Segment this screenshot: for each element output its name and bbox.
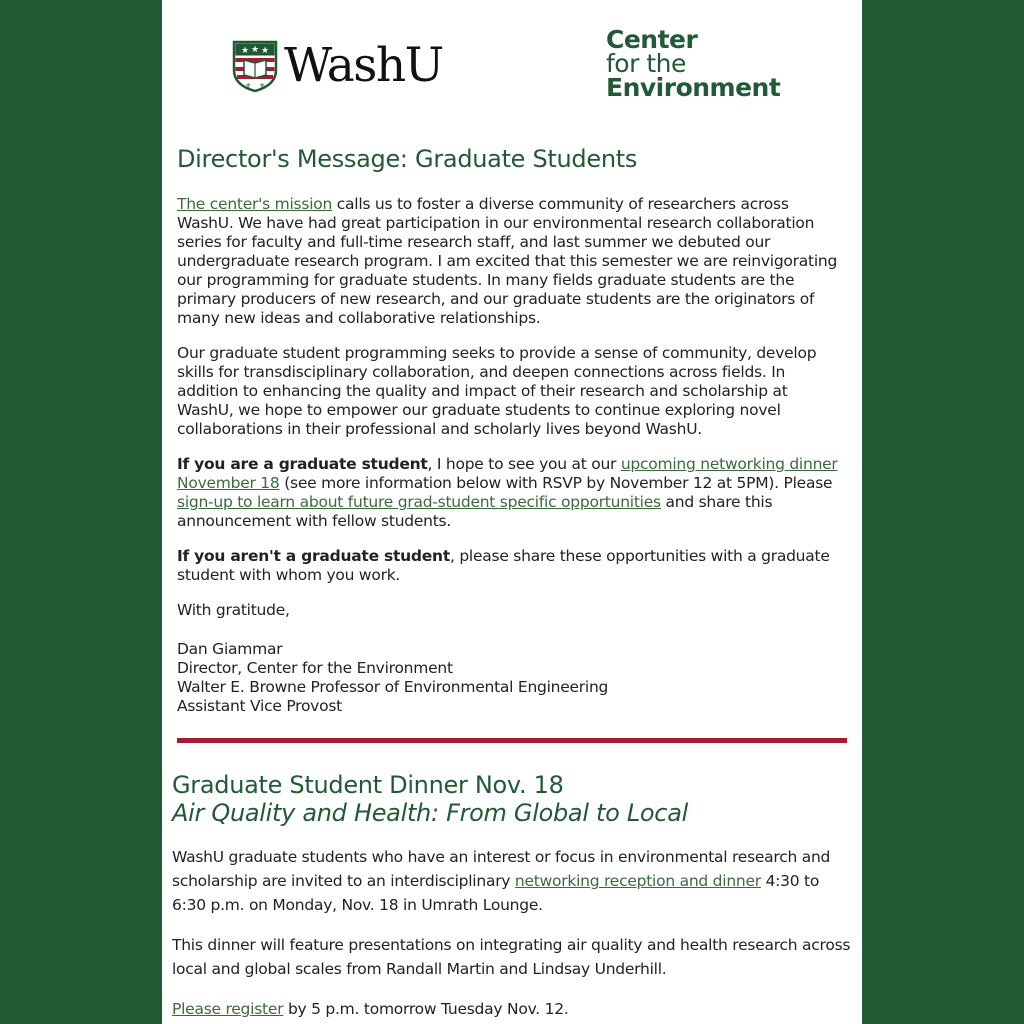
- message-p4-text: , please share these opportunities with a graduate student with whom you work.: [177, 547, 830, 584]
- center-for-environment-logo[interactable]: [606, 25, 781, 102]
- email-body: [162, 0, 862, 1024]
- svg-text:⚜: ⚜: [245, 82, 252, 90]
- dinner-paragraph-3: [172, 997, 852, 1021]
- cfe-logo-line3: Environment: [606, 73, 781, 102]
- message-paragraph-4: [177, 547, 847, 585]
- dinner-paragraph-2: This dinner will feature presentations on integrating air quality and health research across local and global scales from Randall Martin and Lindsay Underhill.: [172, 936, 851, 978]
- closing: With gratitude,: [177, 601, 290, 619]
- signature-title-3: Assistant Vice Provost: [177, 697, 342, 715]
- directors-message: [177, 145, 847, 716]
- dinner-paragraph-1: [172, 845, 852, 917]
- washu-wordmark: WashU: [284, 38, 443, 93]
- message-p3-text1: , I hope to see you at our: [427, 455, 621, 473]
- svg-text:★: ★: [261, 46, 270, 56]
- dinner-p3-text: by 5 p.m. tomorrow Tuesday Nov. 12.: [283, 1000, 569, 1018]
- message-p3-text3: and share this announcement with fellow students.: [177, 493, 773, 530]
- signature-title-1: Director, Center for the Environment: [177, 659, 453, 677]
- message-p1-text: calls us to foster a diverse community of researchers across WashU. We have had great participation in our environmental research collaboration series for faculty and full-time research staff, and last summer we debuted our undergraduate research program. I am excited that this semester we are reinvigorating our programming for graduate students. In many fields graduate students are the primary producers of new research, and our graduate students are the originators of many new ideas and collaborative relationships.: [177, 195, 838, 327]
- dinner-subtitle: Air Quality and Health: From Global to Local: [172, 799, 688, 827]
- section-divider: [177, 738, 847, 743]
- washu-logo[interactable]: [232, 40, 443, 92]
- message-paragraph-3: [177, 455, 847, 531]
- register-link[interactable]: Please register: [172, 1000, 284, 1018]
- dinner-p1-text1: WashU graduate students who have an interest or focus in environmental research and scholarship are invited to an interdisciplinary: [172, 848, 831, 890]
- shield-icon: [232, 40, 278, 92]
- signature-name: Dan Giammar: [177, 640, 283, 658]
- networking-reception-link[interactable]: networking reception and dinner: [514, 872, 761, 890]
- message-paragraph-2: Our graduate student programming seeks to provide a sense of community, develop skills for transdisciplinary collaboration, and deepen connections across fields. In addition to enhancing the quality and impact of their research and scholarship at WashU, we hope to empower our graduate students to continue exploring novel collaborations in their professional and scholarly lives beyond WashU.: [177, 344, 817, 438]
- message-p3-text2: (see more information below with RSVP by November 12 at 5PM). Please: [279, 474, 833, 492]
- signature-block: [177, 640, 847, 716]
- message-paragraph-1: [177, 195, 847, 328]
- svg-text:★: ★: [241, 46, 250, 56]
- cfe-logo-line2: for the: [606, 49, 686, 78]
- dinner-title: Graduate Student Dinner Nov. 18: [172, 771, 564, 799]
- cfe-logo-line1: Center: [606, 25, 698, 54]
- svg-text:★: ★: [251, 45, 260, 55]
- message-heading: Director's Message: Graduate Students: [177, 145, 638, 173]
- center-mission-link[interactable]: The center's mission: [177, 195, 333, 213]
- signup-link[interactable]: sign-up to learn about future grad-student specific opportunities: [177, 493, 661, 511]
- networking-dinner-link[interactable]: upcoming networking dinner November 18: [177, 455, 838, 492]
- dinner-p1-text2: 4:30 to 6:30 p.m. on Monday, Nov. 18 in Umrath Lounge.: [172, 872, 820, 914]
- grad-student-bold: If you are a graduate student: [177, 455, 428, 473]
- dinner-section: [172, 771, 852, 1024]
- signature-title-2: Walter E. Browne Professor of Environmental Engineering: [177, 678, 609, 696]
- non-grad-student-bold: If you aren't a graduate student: [177, 547, 450, 565]
- svg-text:⚜: ⚜: [259, 82, 266, 90]
